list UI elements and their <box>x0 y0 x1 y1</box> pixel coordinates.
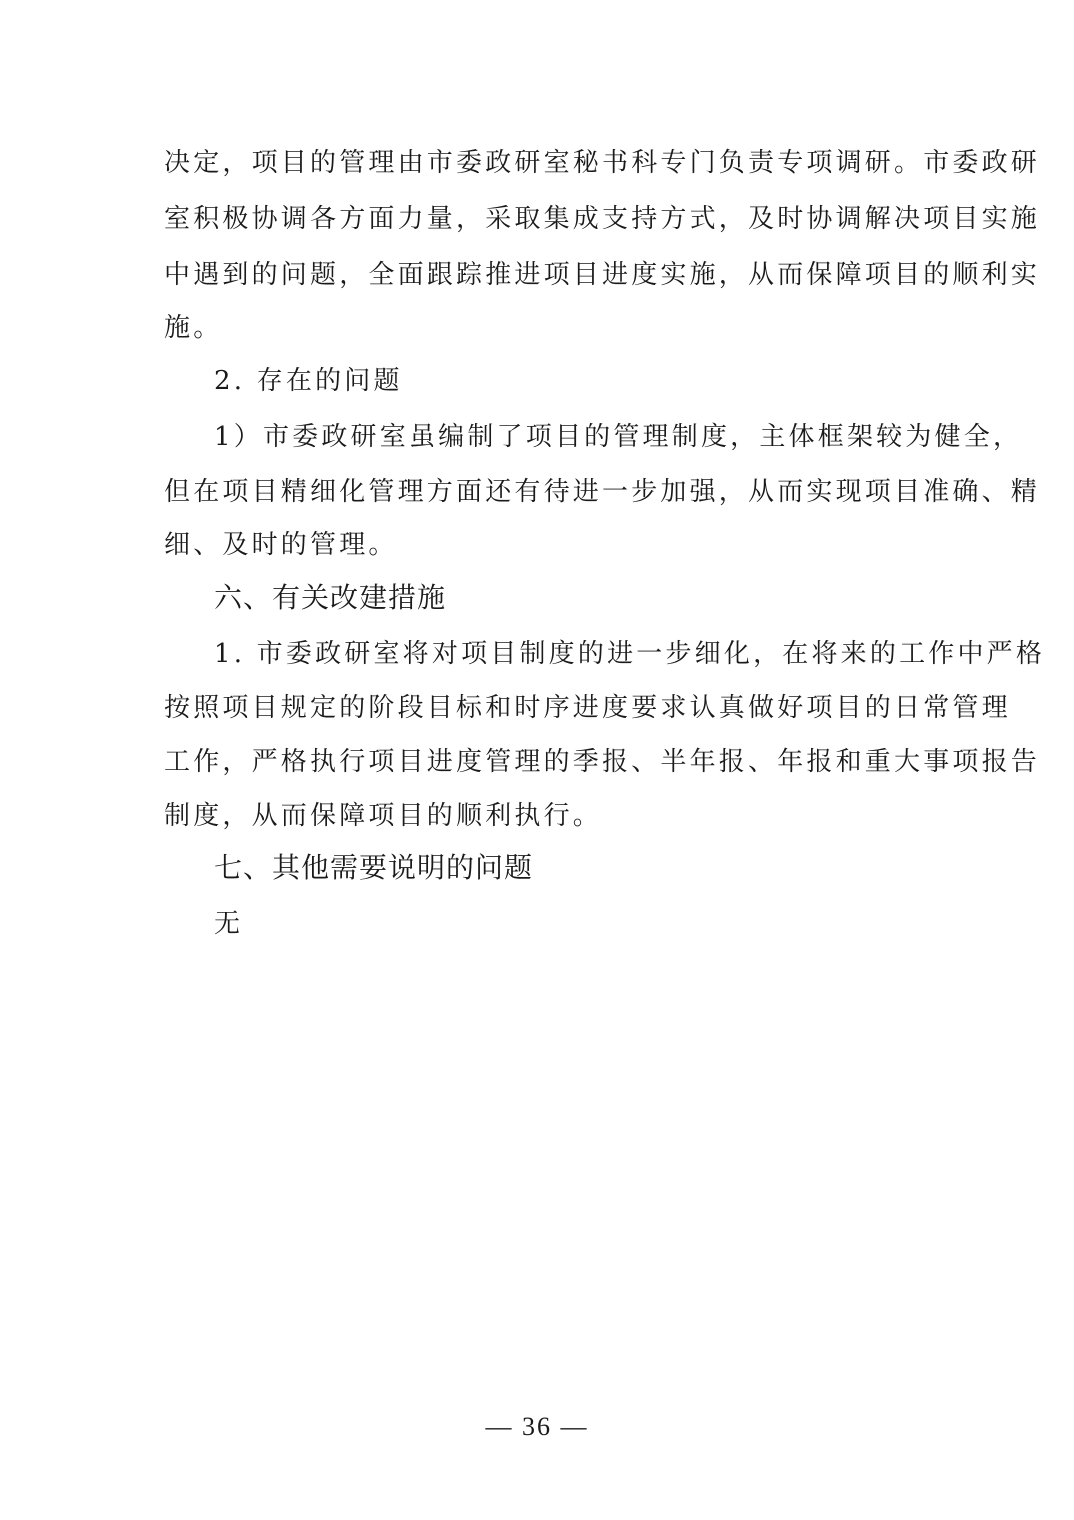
paragraph-line: 按照项目规定的阶段目标和时序进度要求认真做好项目的日常管理 <box>164 693 1011 723</box>
page-number: — 36 — <box>485 1412 589 1441</box>
paragraph-line: 1）市委政研室虽编制了项目的管理制度，主体框架较为健全， <box>214 422 1023 452</box>
paragraph-line: 室积极协调各方面力量，采取集成支持方式，及时协调解决项目实施 <box>164 204 1041 234</box>
paragraph-line: 决定，项目的管理由市委政研室秘书科专门负责专项调研。市委政研 <box>164 148 1041 178</box>
paragraph-line: 1. 市委政研室将对项目制度的进一步细化，在将来的工作中严格 <box>214 639 1046 669</box>
paragraph-line: 细、及时的管理。 <box>164 530 398 560</box>
paragraph-line: 工作，严格执行项目进度管理的季报、半年报、年报和重大事项报告 <box>164 747 1041 777</box>
paragraph-line: 无 <box>214 909 244 939</box>
paragraph-line: 但在项目精细化管理方面还有待进一步加强，从而实现项目准确、精 <box>164 477 1041 507</box>
paragraph-line: 中遇到的问题，全面跟踪推进项目进度实施，从而保障项目的顺利实 <box>164 260 1041 290</box>
paragraph-line: 施。 <box>164 313 223 343</box>
section-heading: 六、有关改建措施 <box>214 581 447 614</box>
section-heading: 七、其他需要说明的问题 <box>214 851 534 884</box>
subsection-title: 2. 存在的问题 <box>214 366 403 396</box>
paragraph-line: 制度，从而保障项目的顺利执行。 <box>164 801 603 831</box>
